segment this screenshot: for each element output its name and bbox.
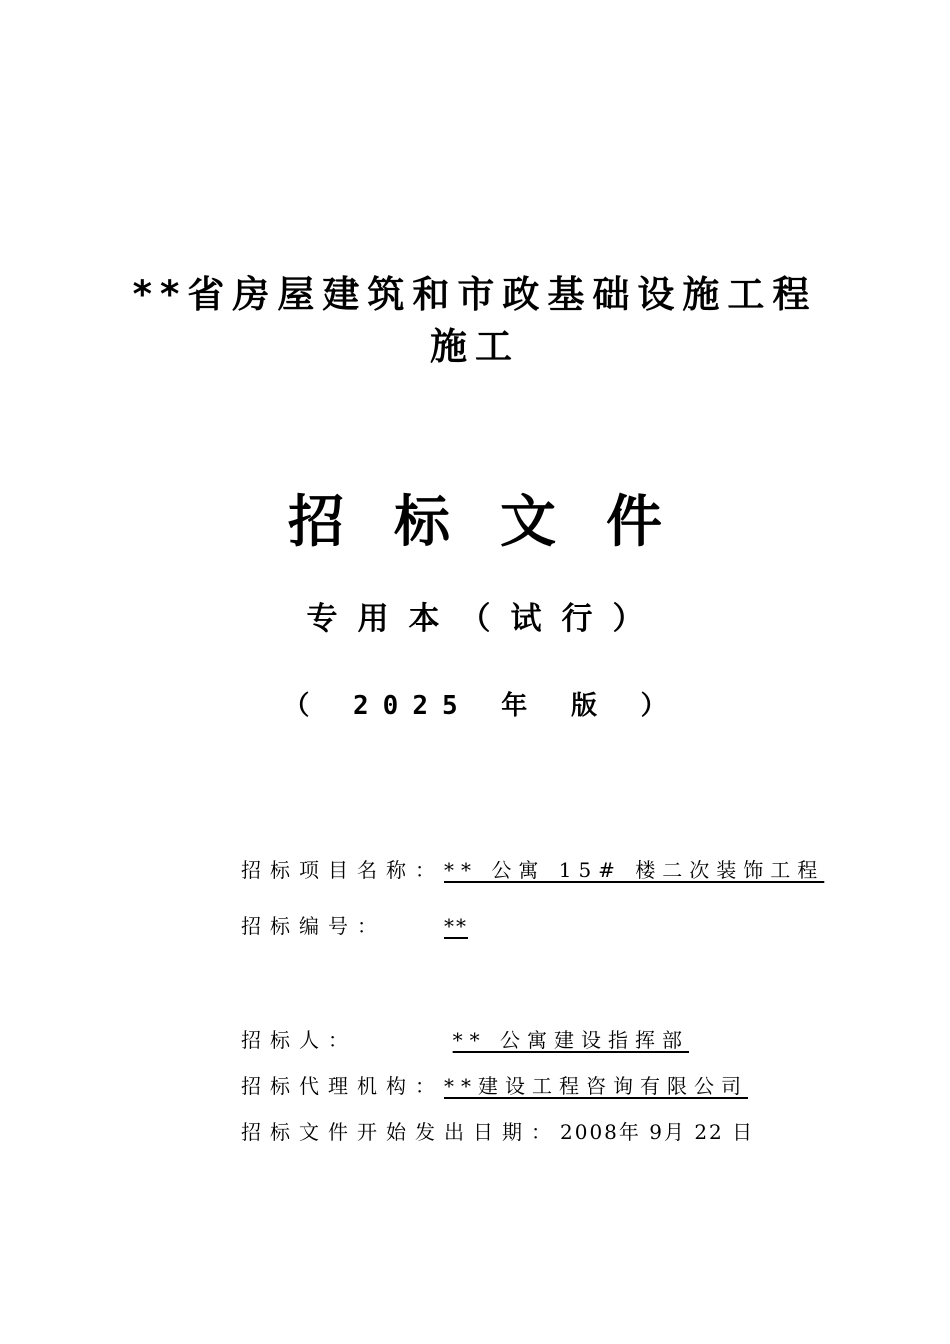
tender-number-value: **	[444, 914, 468, 938]
agency-field	[241, 1072, 748, 1100]
tender-number-field	[241, 912, 526, 940]
project-name-field	[241, 856, 824, 884]
issue-date-field	[241, 1118, 754, 1146]
subtitle: 专用本（试行）	[306, 601, 664, 637]
tenderer-value: ** 公寓建设指挥部	[452, 1028, 689, 1052]
edition-label: （ 2025 年 版 ）	[283, 691, 681, 721]
agency-label: 招标代理机构：	[241, 1074, 444, 1098]
project-name-label: 招标项目名称：	[241, 858, 444, 882]
issue-date-label: 招标文件开始发出日期：	[241, 1120, 560, 1144]
issue-date-value: 2008年 9月 22 日	[560, 1120, 755, 1144]
tender-number-label: 招标编号：	[241, 914, 386, 938]
tenderer-label: 招标人：	[241, 1028, 357, 1052]
agency-value: **建设工程咨询有限公司	[444, 1074, 748, 1098]
project-name-value: ** 公寓 15# 楼二次装饰工程	[444, 858, 825, 882]
tenderer-field	[241, 1026, 689, 1054]
main-title: 招标文件	[288, 490, 712, 555]
document-title-line-1: **省房屋建筑和市政基础设施工程	[132, 273, 818, 316]
document-title-line-2: 施工	[430, 325, 520, 368]
